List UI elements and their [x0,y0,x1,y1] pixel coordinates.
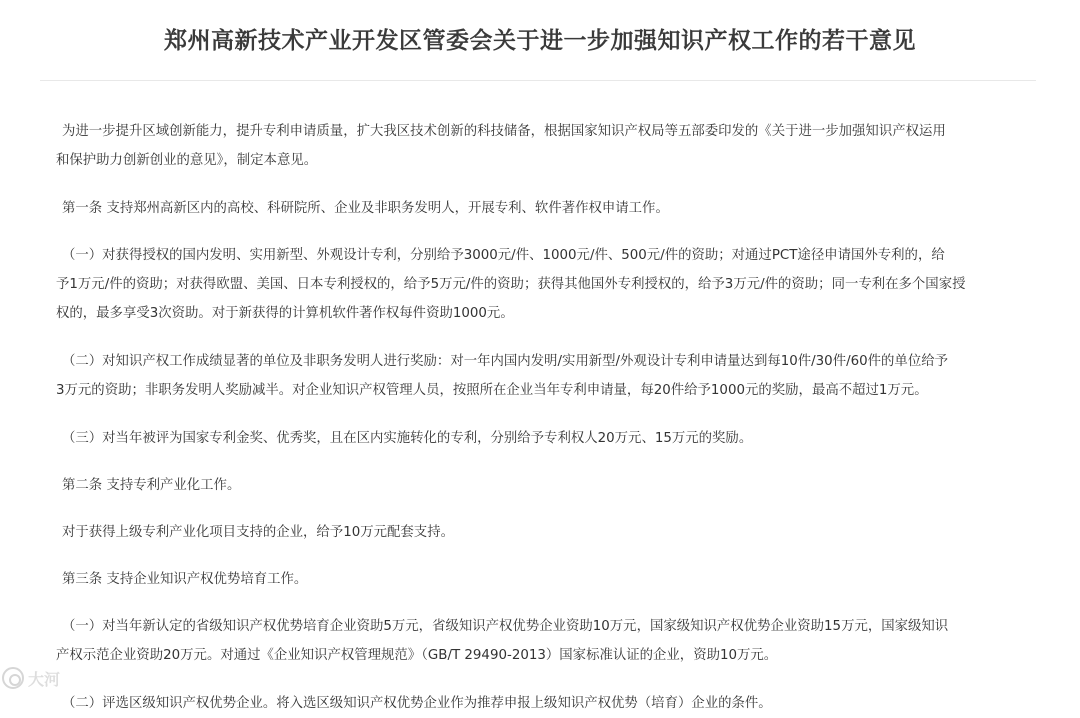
paragraph-line: （三）对当年被评为国家专利金奖、优秀奖，且在区内实施转化的专利，分别给予专利权人20万元、15万元的奖励。 [62,431,753,446]
paragraph-article-1 [62,194,1034,223]
paragraph-article-3-item-1 [56,612,1034,670]
paragraph-article-1-item-2 [56,347,1034,405]
paragraph-article-3 [62,565,1034,594]
paragraph-line: 为进一步提升区域创新能力，提升专利申请质量，扩大我区技术创新的科技储备，根据国家知识产权局等五部委印发的《关于进一步加强知识产权运用 [62,124,946,139]
paragraph-line: 予1万元/件的资助；对获得欧盟、美国、日本专利授权的，给予5万元/件的资助；获得其他国外专利授权的，给予3万元/件的资助；同一专利在多个国家授 [56,277,966,292]
article-title: 郑州高新技术产业开发区管委会关于进一步加强知识产权工作的若干意见 [164,28,916,55]
watermark-text: 大河 [28,669,61,689]
watermark [0,662,110,694]
paragraph-intro [56,117,1034,175]
weibo-logo-icon [2,667,24,689]
paragraph-line: 第二条 支持专利产业化工作。 [62,478,241,493]
paragraph-line: （一）对获得授权的国内发明、实用新型、外观设计专利，分别给予3000元/件、1000元/件、500元/件的资助；对通过PCT途径申请国外专利的，给 [62,248,945,263]
article-body [56,117,1034,718]
paragraph-line: 对于获得上级专利产业化项目支持的企业，给予10万元配套支持。 [62,525,454,540]
paragraph-article-1-item-3 [62,424,1034,453]
paragraph-line: （一）对当年新认定的省级知识产权优势培育企业资助5万元，省级知识产权优势企业资助10万元，国家级知识产权优势企业资助15万元，国家级知识 [62,619,949,634]
paragraph-article-3-item-2 [62,689,1034,718]
paragraph-line: （二）评选区级知识产权优势企业。将入选区级知识产权优势企业作为推荐申报上级知识产权优势（培育）企业的条件。 [62,696,772,711]
paragraph-line: （二）对知识产权工作成绩显著的单位及非职务发明人进行奖励：对一年内国内发明/实用新型/外观设计专利申请量达到每10件/30件/60件的单位给予 [62,354,948,369]
title-divider [40,80,1036,81]
paragraph-line: 第三条 支持企业知识产权优势培育工作。 [62,572,308,587]
paragraph-line: 3万元的资助；非职务发明人奖励减半。对企业知识产权管理人员，按照所在企业当年专利申请量，每20件给予1000元的奖励，最高不超过1万元。 [56,383,928,398]
paragraph-line: 第一条 支持郑州高新区内的高校、科研院所、企业及非职务发明人，开展专利、软件著作权申请工作。 [62,201,669,216]
paragraph-article-1-item-1 [56,241,1034,328]
paragraph-line: 产权示范企业资助20万元。对通过《企业知识产权管理规范》（GB/T 29490-2013）国家标准认证的企业，资助10万元。 [56,648,778,663]
paragraph-article-2 [62,471,1034,500]
paragraph-line: 权的，最多享受3次资助。对于新获得的计算机软件著作权每件资助1000元。 [56,306,514,321]
paragraph-article-2-body [62,518,1034,547]
paragraph-line: 和保护助力创新创业的意见》，制定本意见。 [56,153,318,168]
